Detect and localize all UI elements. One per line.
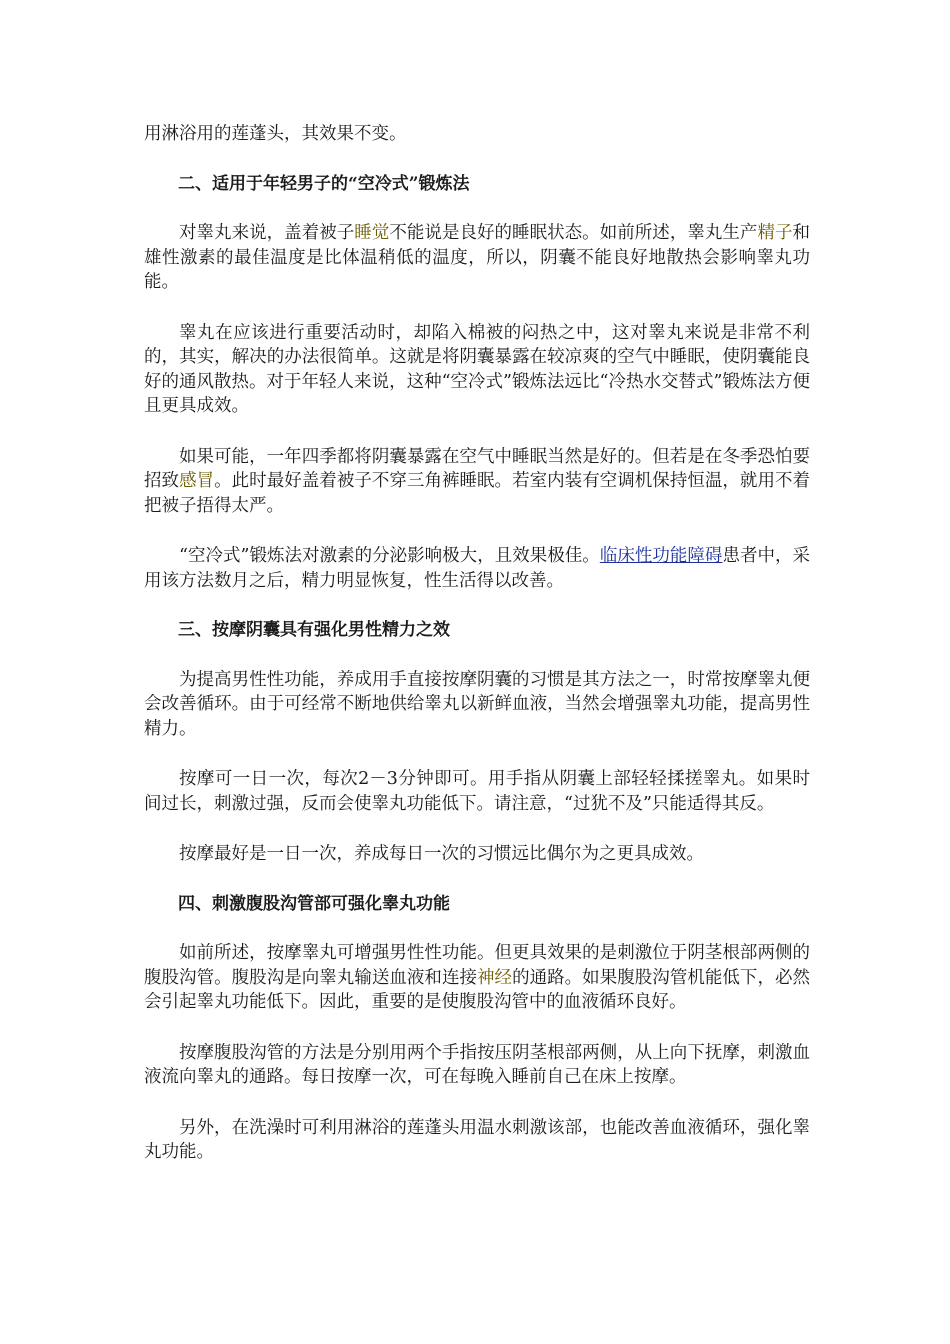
paragraph-massage-frequency: 按摩可一日一次，每次2－3分钟即可。用手指从阴囊上部轻轻揉搓睾丸。如果时间过长，刺激过强，反而会使睾丸功能低下。请注意，“过犹不及”只能适得其反。 [144, 769, 810, 814]
paragraph-massage-habit: 按摩最好是一日一次，养成每日一次的习惯远比偶尔为之更具成效。 [179, 844, 704, 864]
keyword-sleep: 睡觉 [354, 223, 390, 243]
text-run: “空冷式”锻炼法对激素的分泌影响极大，且效果极佳。 [179, 546, 600, 566]
text-run: 的通路。如果腹股沟管机能低下，必然会引起睾丸功能低下。因此，重要的是使腹股沟管中的血液循环良好。 [144, 967, 811, 1012]
paragraph-sleep-state [144, 221, 810, 295]
text-run: 不能说是良好的睡眠状态。如前所述，睾丸生产 [389, 223, 758, 243]
paragraph-inguinal-canal [144, 941, 810, 1015]
keyword-sperm: 精子 [757, 223, 793, 243]
paragraph-air-cooling: 睾丸在应该进行重要活动时，却陷入棉被的闷热之中，这对睾丸来说是非常不利的，其实，解决的办法很简单。这就是将阴囊暴露在较凉爽的空气中睡眠，使阴囊能良好的通风散热。对于年轻人来说，这种“空冷式”锻炼法远比“冷热水交替式”锻炼法方便且更具成效。 [144, 322, 810, 416]
text-run: 如前所述，按摩睾丸可增强男性性功能。但更具效果的是刺激位于阴茎根部两侧的腹股沟管。腹股沟是向睾丸输送血液和连接 [144, 943, 810, 988]
keyword-cold: 感冒 [179, 471, 215, 491]
text-run: 对睾丸来说，盖着被子 [179, 223, 355, 243]
document-body [144, 122, 810, 1165]
text-run: 。此时最好盖着被子不穿三角裤睡眠。若室内装有空调机保持恒温，就用不着把被子捂得太严。 [144, 471, 811, 516]
paragraph-hormone-effect [144, 544, 810, 593]
text-run: 如果可能，一年四季都将阴囊暴露在空气中睡眠当然是好的。但若是在冬季恐怕要招致 [144, 446, 810, 491]
paragraph-inguinal-method: 按摩腹股沟管的方法是分别用两个手指按压阴茎根部两侧，从上向下抚摩，刺激血液流向睾丸的通路。每日按摩一次，可在每晚入睡前自己在床上按摩。 [144, 1042, 810, 1087]
keyword-nerve: 神经 [477, 967, 513, 988]
section-heading-3: 三、按摩阴囊具有强化男性精力之效 [178, 620, 450, 640]
section-heading-4: 四、刺激腹股沟管部可强化睾丸功能 [178, 893, 450, 914]
section-heading-2: 二、适用于年轻男子的“空冷式”锻炼法 [178, 173, 470, 194]
text-run: 患者中，采用该方法数月之后，精力明显恢复，性生活得以改善。 [144, 546, 811, 591]
paragraph-continuation: 用淋浴用的莲蓬头，其效果不变。 [144, 124, 407, 144]
paragraph-seasons [144, 445, 810, 519]
paragraph-shower: 另外，在洗澡时可利用淋浴的莲蓬头用温水刺激该部，也能改善血液循环，强化睾丸功能。 [144, 1117, 810, 1162]
text-run: 和雄性激素的最佳温度是比体温稍低的温度，所以，阴囊不能良好地散热会影响睾丸功能。 [144, 223, 811, 292]
paragraph-massage-intro: 为提高男性性功能，养成用手直接按摩阴囊的习惯是其方法之一，时常按摩睾丸便会改善循环。由于可经常不断地供给睾丸以新鲜血液，当然会增强睾丸功能，提高男性精力。 [144, 669, 810, 739]
link-clinical-dysfunction[interactable]: 临床性功能障碍 [599, 546, 723, 566]
